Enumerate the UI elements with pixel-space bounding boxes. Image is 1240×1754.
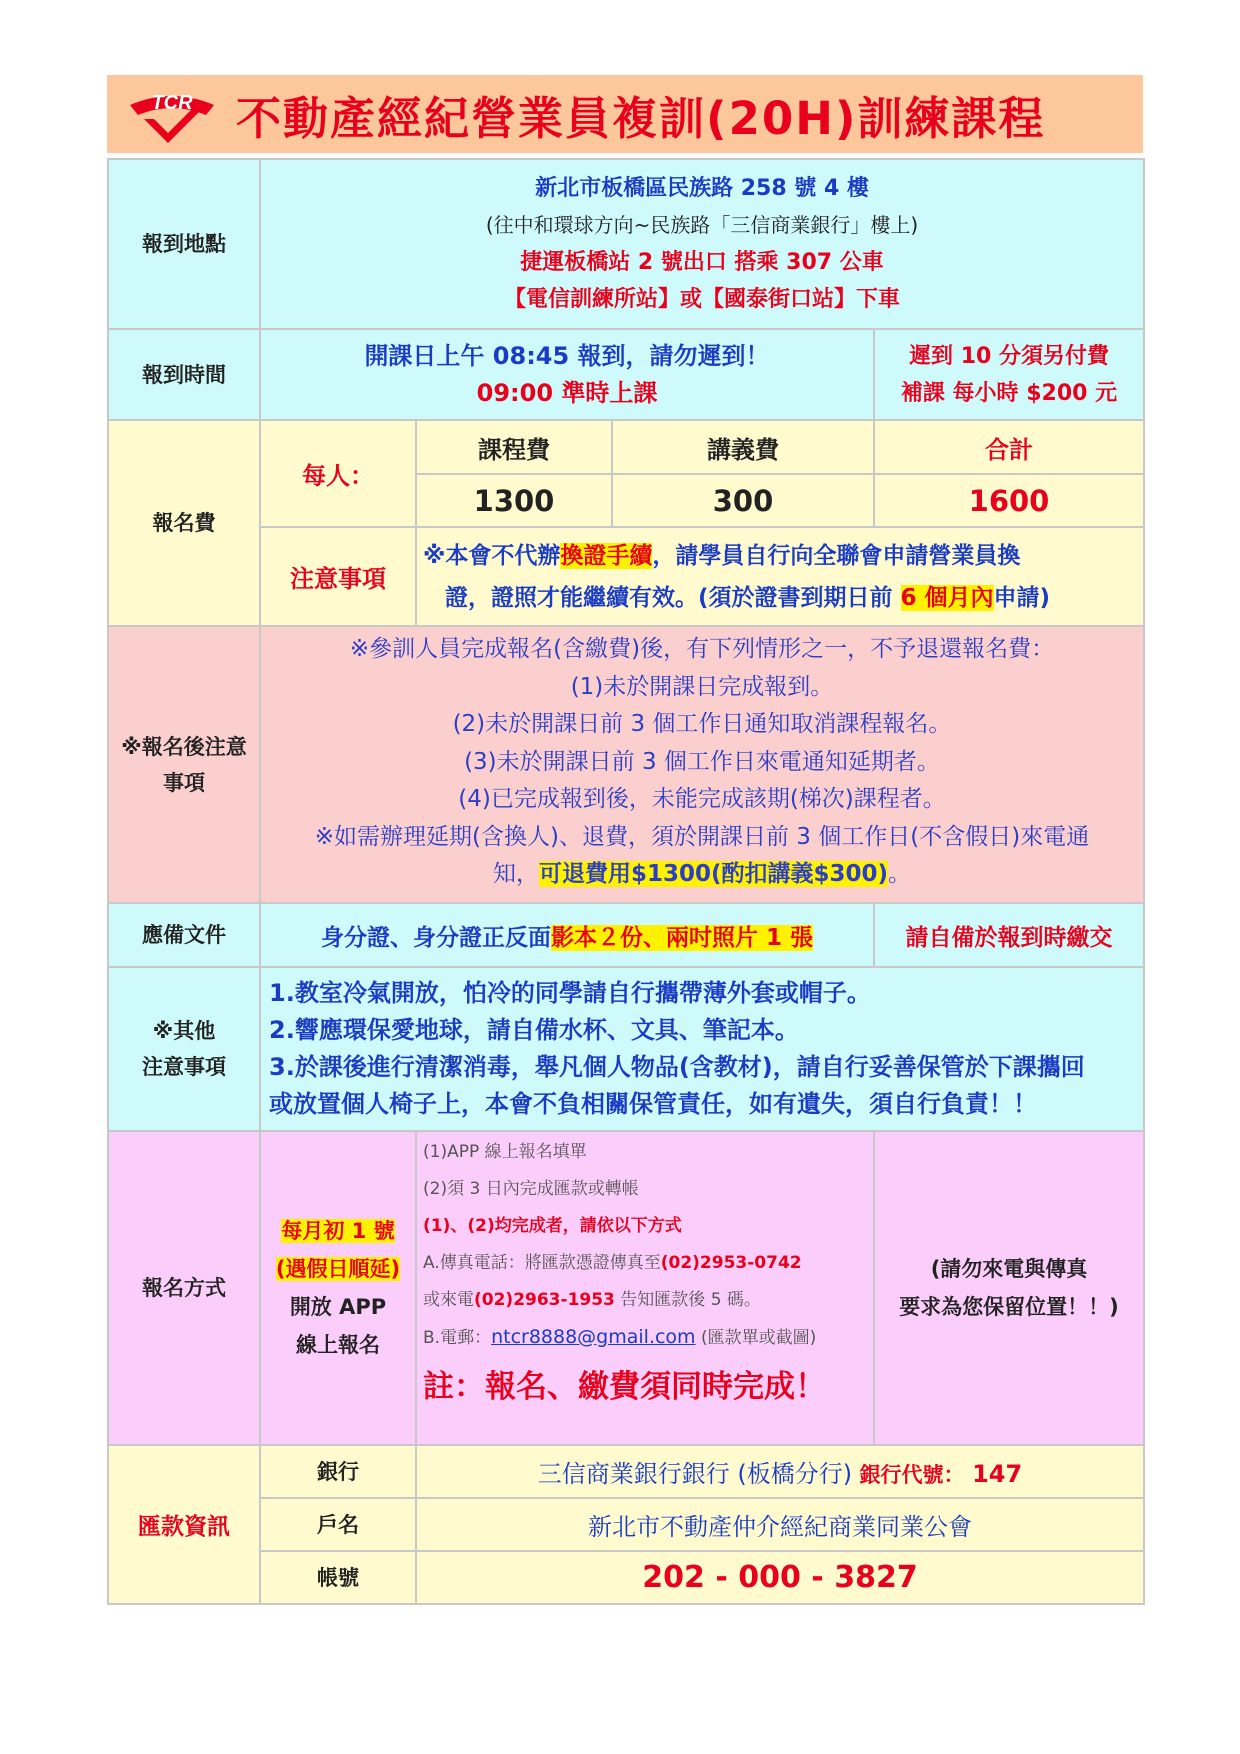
other-notes-label [108,967,260,1131]
location-label: 報到地點 [108,159,260,329]
documents-note: 請自備於報到時繳交 [874,903,1144,967]
course-info-table [107,158,1145,1605]
material-fee-value: 300 [612,474,874,527]
bank-row [108,1445,1144,1498]
tcr-logo [122,79,222,149]
other-note-1: 1.教室冷氣開放，怕冷的同學請自行攜帶薄外套或帽子。 [269,979,871,1007]
remittance-label [108,1445,260,1604]
total-fee-header: 合計 [874,420,1144,474]
holder-row [108,1498,1144,1551]
email-prefix: B.電郵： [423,1328,492,1348]
fee-notice-highlight-1: 換證手續 [560,542,653,569]
late-fee-text: 遲到 10 分須另付費 [909,343,1109,369]
fax-line [417,1245,873,1282]
material-fee-header: 講義費 [612,420,874,474]
time-content [260,329,874,420]
holiday-note: (遇假日順延) [275,1257,401,1281]
documents-row [108,903,1144,967]
postpone-rule: ※如需辦理延期(含換人)、退費，須於開課日前 3 個工作日(不含假日)來電通 [314,823,1090,850]
phone-line [417,1282,873,1319]
other-note-3-cont: 或放置個人椅子上，本會不負相關保管責任，如有遺失，須自行負責！！ [269,1090,1037,1118]
fee-notice-row [108,527,1144,626]
refund-amount-line [269,856,1135,894]
step-app-form: (1)APP 線上報名填單 [423,1142,587,1162]
other-notes-row [108,967,1144,1131]
location-row [108,159,1144,329]
fee-notice-text-1: ※本會不代辦 [423,542,561,569]
fax-prefix: A.傳真電話：將匯款憑證傳真至 [423,1253,661,1273]
per-person-label: 每人： [260,420,416,527]
after-registration-row [108,626,1144,903]
location-direction: (往中和環球方向~民族路「三信商業銀行」樓上) [485,213,919,237]
total-fee-value: 1600 [874,474,1144,527]
fee-notice-text-4: 申請) [993,584,1051,611]
other-notes-label-2: 注意事項 [142,1055,226,1079]
location-content [260,159,1144,329]
account-label: 帳號 [260,1551,416,1604]
remittance-label-text: 匯款資訊 [138,1514,230,1540]
documents-label: 應備文件 [108,903,260,967]
late-policy [874,329,1144,420]
bank-code: 147 [972,1460,1023,1488]
email-suffix: (匯款單或截圖) [695,1328,817,1348]
bank-code-label: 銀行代號： [852,1463,965,1487]
bank-label: 銀行 [260,1445,416,1498]
after-registration-label-1: ※報名後注意 [121,734,247,759]
refund-rule-intro: ※參訓人員完成報名(含繳費)後，有下列情形之一，不予退還報名費： [349,636,1055,662]
holder-label: 戶名 [260,1498,416,1551]
refund-rule-3: (3)未於開課日前 3 個工作日來電通知延期者。 [464,748,940,775]
logo-text: TCR [151,92,193,114]
phone-number: (02)2963-1953 [474,1290,615,1310]
course-fee-header: 課程費 [416,420,612,474]
open-app-text: 開放 APP [289,1295,387,1319]
title-banner [107,75,1143,153]
bank-info [416,1445,1144,1498]
email-line [417,1319,873,1357]
fee-notice-text-3: 證，證照才能繼續有效。(須於證書到期日前 [445,584,901,611]
online-registration-text: 線上報名 [296,1333,380,1357]
refund-rule-2: (2)未於開課日前 3 個工作日通知取消課程報名。 [452,711,952,737]
open-date: 每月初 1 號 [281,1219,395,1243]
location-transit: 捷運板橋站 2 號出口 搭乘 307 公車 [520,250,884,275]
other-note-2: 2.響應環保愛地球，請自備水杯、文具、筆記本。 [269,1016,799,1044]
fax-number: (02)2953-0742 [660,1253,802,1273]
class-start-time: 09:00 準時上課 [476,378,658,407]
makeup-fee-text: 補課 每小時 $200 元 [900,380,1118,406]
phone-suffix: 告知匯款後 5 碼。 [614,1290,761,1310]
fee-header-row [108,420,1144,474]
refund-amount-highlight: 可退費用$1300(酌扣講義$300) [538,861,889,887]
other-notes-content [260,967,1144,1131]
refund-rule-1: (1)未於開課日完成報到。 [570,673,834,700]
location-bus-stop: 【電信訓練所站】或【國泰街口站】下車 [503,287,900,312]
bank-name: 三信商業銀行銀行 (板橋分行) [537,1460,853,1488]
registration-payment-note: 註：報名、繳費須同時完成！ [423,1369,826,1405]
refund-amount-prefix: 知， [492,861,539,887]
other-note-3: 3.於課後進行清潔消毒，舉凡個人物品(含教材)，請自行妥善保管於下課攜回 [269,1053,1085,1081]
course-fee-value: 1300 [416,474,612,527]
email-link[interactable]: ntcr8888@gmail.com [491,1326,696,1348]
other-notes-label-1: ※其他 [152,1019,216,1043]
fee-notice-text-2: ，請學員自行向全聯會申請營業員換 [652,542,1021,569]
registration-method-row [108,1131,1144,1445]
refund-rule-4: (4)已完成報到後，未能完成該期(梯次)課程者。 [458,786,946,812]
after-registration-content [260,626,1144,903]
time-label: 報到時間 [108,329,260,420]
step-complete-notice: (1)、(2)均完成者，請依以下方式 [423,1216,682,1236]
after-registration-label-2: 事項 [163,770,205,795]
documents-highlight: 影本２份、兩吋照片 1 張 [550,924,814,951]
page-title: 不動產經紀營業員複訓(20H)訓練課程 [236,91,1046,145]
account-row [108,1551,1144,1604]
account-holder: 新北市不動產仲介經紀商業同業公會 [416,1498,1144,1551]
time-row [108,329,1144,420]
fee-notice-highlight-2: 6 個月內 [900,584,994,611]
step-payment: (2)須 3 日內完成匯款或轉帳 [423,1179,639,1199]
registration-steps [416,1131,874,1445]
registration-method-label: 報名方式 [108,1131,260,1445]
after-registration-label [108,626,260,903]
documents-text: 身分證、身分證正反面 [320,924,551,951]
documents-content [260,903,874,967]
account-number: 202 - 000 - 3827 [416,1551,1144,1604]
no-reservation-line-2: 要求為您保留位置！！) [899,1295,1119,1319]
phone-prefix: 或來電 [423,1290,474,1310]
fee-notice-label: 注意事項 [260,527,416,626]
no-reservation-line-1: (請勿來電與傳真 [930,1257,1088,1281]
fee-label: 報名費 [108,420,260,626]
location-address: 新北市板橋區民族路 258 號 4 樓 [535,176,869,201]
fee-notice-content [416,527,1144,626]
registration-open-info [260,1131,416,1445]
no-reservation-note [874,1131,1144,1445]
checkin-time: 開課日上午 08:45 報到，請勿遲到！ [364,341,770,370]
refund-amount-suffix: 。 [888,861,912,887]
